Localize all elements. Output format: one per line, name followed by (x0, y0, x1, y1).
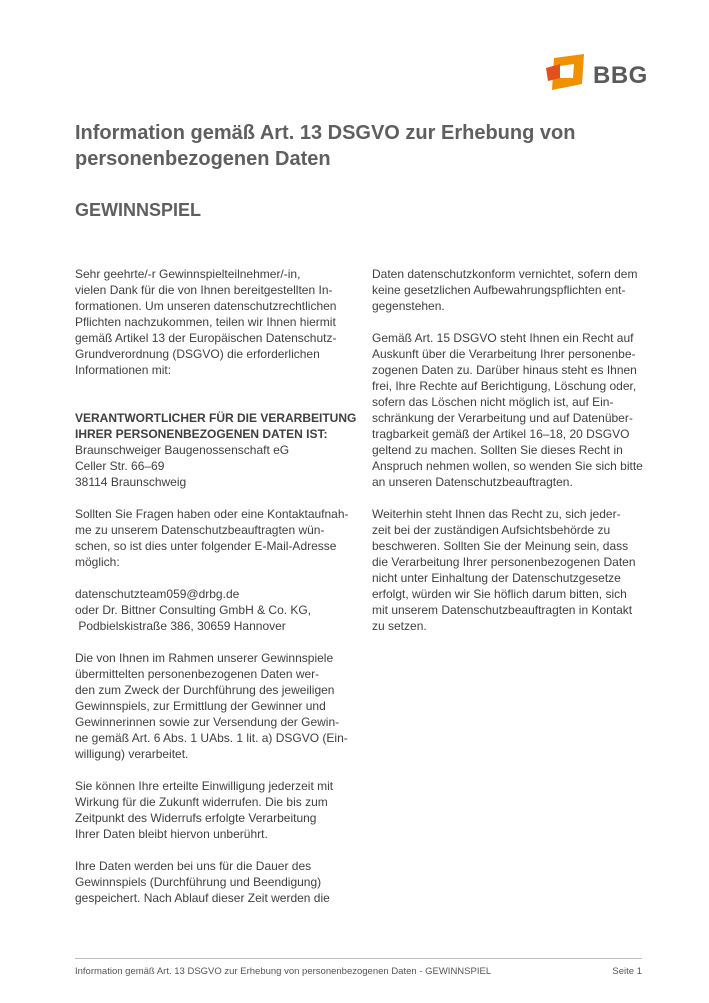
text-line: Auskunft über die Verarbeitung Ihrer personenbe- (372, 347, 636, 361)
text-line: die Verarbeitung Ihrer personenbezogenen Daten (372, 555, 636, 569)
paragraph-controller (75, 410, 357, 490)
paragraph-deletion (372, 266, 644, 314)
text-line: nicht unter Einhaltung der Datenschutzgesetze (372, 571, 621, 585)
text-line: Gewinnspiels (Durchführung und Beendigung) (75, 875, 322, 889)
logo-text: BBG (593, 62, 648, 89)
text-line: frei, Ihre Rechte auf Berichtigung, Löschung oder, (372, 379, 637, 393)
text-line: geltend zu machen. Sollten Sie dieses Recht in (372, 443, 623, 457)
text-line: gegenstehen. (372, 299, 445, 313)
text-line: Daten datenschutzkonform vernichtet, sofern dem (372, 267, 638, 281)
page-title: Information gemäß Art. 13 DSGVO zur Erhebung von personenbezogenen Daten (75, 122, 576, 170)
text-line: 38114 Braunschweig (75, 475, 187, 489)
text-line: vielen Dank für die von Ihnen bereitgestellten In- (75, 283, 333, 297)
paragraph-withdrawal (75, 778, 350, 842)
text-line: schränkung der Verarbeitung und auf Datenüber- (372, 411, 633, 425)
email-address: datenschutzteam059@drbg.de (75, 587, 240, 601)
paragraph-contact-details (75, 586, 350, 634)
text-line: beschweren. Sollten Sie der Meinung sein, dass (372, 539, 629, 553)
text-line: zogenen Daten zu. Darüber hinaus steht es Ihnen (372, 363, 637, 377)
footer-divider (75, 958, 642, 959)
paragraph-contact (75, 506, 350, 570)
paragraph-greeting (75, 266, 350, 378)
left-column (75, 266, 357, 922)
text-line: Ihrer Daten bleibt hiervon unberührt. (75, 827, 268, 841)
footer-text: Information gemäß Art. 13 DSGVO zur Erhebung von personenbezogenen Daten - GEWINNSPIEL (75, 966, 492, 977)
controller-heading: IHRER PERSONENBEZOGENEN DATEN IST: (75, 427, 328, 441)
text-line: Informationen mit: (75, 363, 172, 377)
text-line: oder Dr. Bittner Consulting GmbH & Co. KG, (75, 603, 312, 617)
text-line: sofern das Löschen nicht möglich ist, auf Ein- (372, 395, 614, 409)
text-line: formationen. Um unseren datenschutzrechtlichen (75, 299, 337, 313)
text-line: Podbielskistraße 386, 30659 Hannover (75, 619, 286, 633)
text-line: zu setzen. (372, 619, 427, 633)
right-column (372, 266, 644, 650)
bbg-logo (546, 54, 646, 94)
text-line: Sollten Sie Fragen haben oder eine Kontaktaufnah- (75, 507, 349, 521)
paragraph-rights (372, 330, 644, 490)
paragraph-complaint (372, 506, 644, 634)
text-line: den zum Zweck der Durchführung des jeweiligen (75, 683, 335, 697)
text-line: tragbarkeit gemäß der Artikel 16–18, 20 DSGVO (372, 427, 630, 441)
text-line: me zu unserem Datenschutzbeauftragten wün- (75, 523, 325, 537)
text-line: ne gemäß Art. 6 Abs. 1 UAbs. 1 lit. a) DSGVO (Ein- (75, 731, 348, 745)
text-line: Sie können Ihre erteilte Einwilligung jederzeit mit (75, 779, 334, 793)
text-line: Pflichten nachzukommen, teilen wir Ihnen hiermit (75, 315, 336, 329)
text-line: Grundverordnung (DSGVO) die erforderlichen (75, 347, 320, 361)
controller-heading: VERANTWORTLICHER FÜR DIE VERARBEITUNG (75, 411, 357, 425)
bbg-logo-mark-icon (546, 54, 588, 94)
text-line: möglich: (75, 555, 120, 569)
text-line: Wirkung für die Zukunft widerrufen. Die bis zum (75, 795, 328, 809)
page-number: Seite 1 (612, 966, 642, 977)
text-line: gespeichert. Nach Ablauf dieser Zeit werden die (75, 891, 330, 905)
text-line: Ihre Daten werden bei uns für die Dauer des (75, 859, 312, 873)
text-line: Sehr geehrte/-r Gewinnspielteilnehmer/-in, (75, 267, 301, 281)
text-line: erfolgt, würden wir Sie höflich darum bitten, sich (372, 587, 627, 601)
paragraph-storage (75, 858, 350, 906)
text-line: keine gesetzlichen Aufbewahrungspflichten ent- (372, 283, 626, 297)
text-line: Weiterhin steht Ihnen das Recht zu, sich jeder- (372, 507, 621, 521)
text-line: Die von Ihnen im Rahmen unserer Gewinnspiele (75, 651, 334, 665)
text-line: schen, so ist dies unter folgender E-Mail-Adresse (75, 539, 337, 553)
text-line: an unseren Datenschutzbeauftragten. (372, 475, 573, 489)
text-line: Anspruch nehmen wollen, so wenden Sie sich bitte (372, 459, 643, 473)
text-line: gemäß Artikel 13 der Europäischen Datenschutz- (75, 331, 337, 345)
paragraph-purpose (75, 650, 350, 762)
text-line: Zeitpunkt des Widerrufs erfolgte Verarbeitung (75, 811, 317, 825)
text-line: willigung) verarbeitet. (75, 747, 189, 761)
text-line: übermittelten personenbezogenen Daten wer- (75, 667, 320, 681)
text-line: zeit bei der zuständigen Aufsichtsbehörde zu (372, 523, 611, 537)
text-line: Gewinnspiels, zur Ermittlung der Gewinner und (75, 699, 326, 713)
section-heading: GEWINNSPIEL (75, 200, 202, 220)
text-line: mit unserem Datenschutzbeauftragten in Kontakt (372, 603, 633, 617)
text-line: Celler Str. 66–69 (75, 459, 165, 473)
text-line: Gewinnerinnen sowie zur Versendung der Gewin- (75, 715, 340, 729)
text-line: Braunschweiger Baugenossenschaft eG (75, 443, 290, 457)
text-line: Gemäß Art. 15 DSGVO steht Ihnen ein Recht auf (372, 331, 634, 345)
